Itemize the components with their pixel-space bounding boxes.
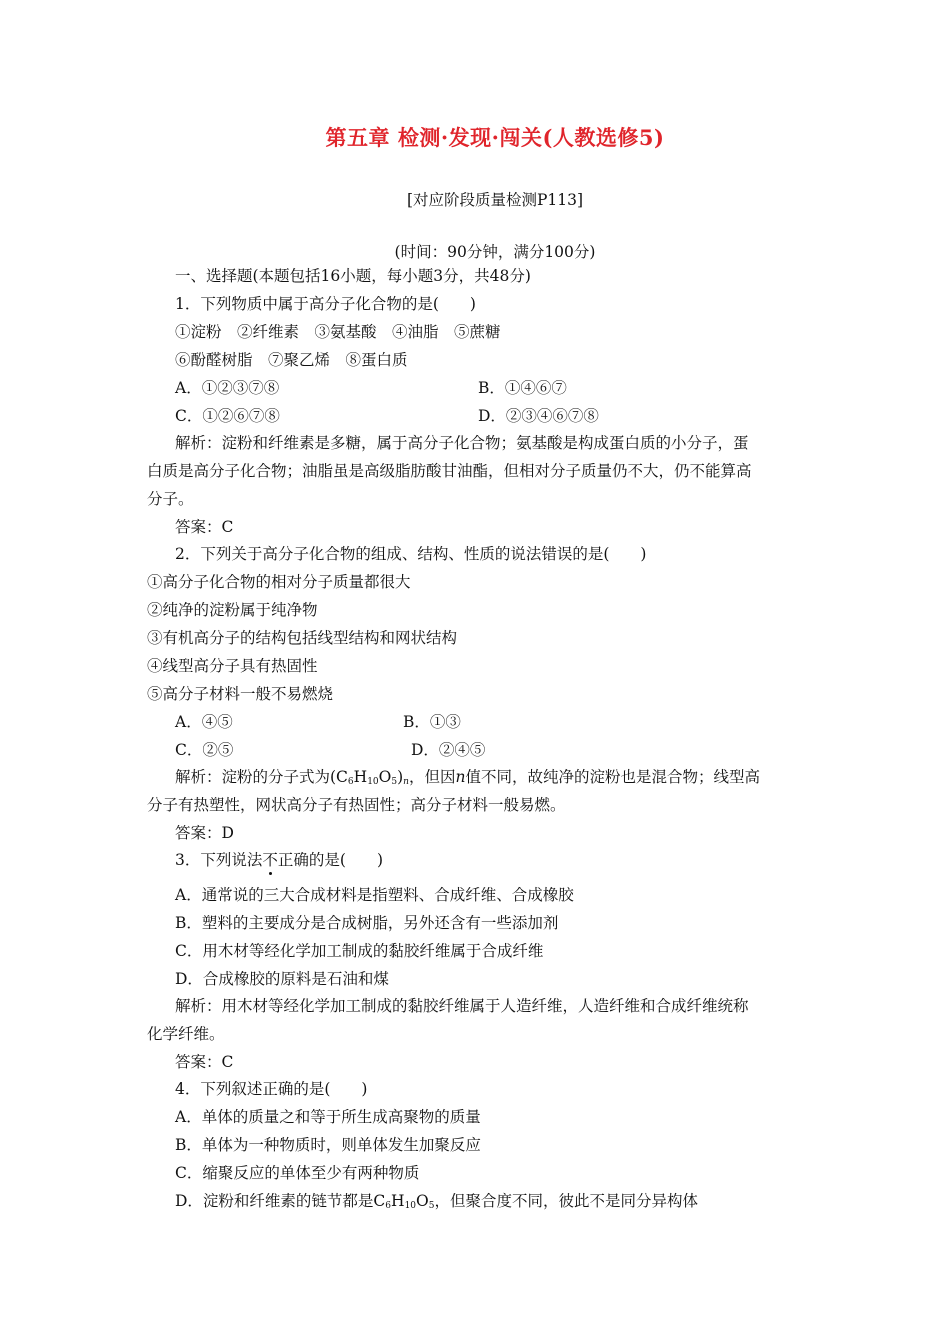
q2-item-5: ⑤高分子材料一般不易燃烧 <box>147 685 334 703</box>
q1-explanation-3: 分子。 <box>147 490 194 508</box>
time-info: (时间：90分钟，满分100分) <box>394 243 596 261</box>
q2-option-a: A．④⑤ <box>175 713 233 731</box>
q3-explanation-1: 解析：用木材等经化学加工制成的黏胶纤维属于人造纤维，人造纤维和合成纤维统称 <box>175 997 749 1015</box>
q2-answer: 答案：D <box>175 824 234 842</box>
page-title: 第五章 检测·发现·闯关(人教选修5) <box>325 125 665 150</box>
q2-item-2: ②纯净的淀粉属于纯净物 <box>147 601 318 619</box>
q3-option-b: B．塑料的主要成分是合成树脂，另外还含有一些添加剂 <box>175 914 559 932</box>
q1-option-d: D．②③④⑥⑦⑧ <box>478 407 599 425</box>
q1-option-a: A．①②③⑦⑧ <box>175 379 280 397</box>
q4-option-b: B．单体为一种物质时，则单体发生加聚反应 <box>175 1136 481 1154</box>
q3-answer: 答案：C <box>175 1053 234 1071</box>
q2-explanation-2: 分子有热塑性，网状高分子有热固性；高分子材料一般易燃。 <box>147 796 566 814</box>
q3-option-d: D．合成橡胶的原料是石油和煤 <box>175 970 389 988</box>
q2-item-1: ①高分子化合物的相对分子质量都很大 <box>147 573 411 591</box>
q4-stem: 4．下列叙述正确的是( ) <box>175 1080 368 1098</box>
q4-option-c: C．缩聚反应的单体至少有两种物质 <box>175 1164 420 1182</box>
q2-item-3: ③有机高分子的结构包括线型结构和网状结构 <box>147 629 458 647</box>
q1-option-b: B．①④⑥⑦ <box>478 379 567 397</box>
q2-option-b: B．①③ <box>403 713 461 731</box>
q1-stem: 1．下列物质中属于高分子化合物的是( ) <box>175 295 476 313</box>
q2-option-d: D．②④⑤ <box>411 741 486 759</box>
q3-option-c: C．用木材等经化学加工制成的黏胶纤维属于合成纤维 <box>175 942 544 960</box>
q4-option-d: D．淀粉和纤维素的链节都是$C_6H_{10}O_5$，但聚合度不同，彼此不是同分异构体 <box>175 1192 698 1211</box>
page-reference: [对应阶段质量检测P113] <box>406 191 584 209</box>
q1-items-2: ⑥酚醛树脂 ⑦聚乙烯 ⑧蛋白质 <box>175 351 408 369</box>
q2-option-c: C．②⑤ <box>175 741 234 759</box>
q4-option-a: A．单体的质量之和等于所生成高聚物的质量 <box>175 1108 481 1126</box>
q3-explanation-2: 化学纤维。 <box>147 1025 225 1043</box>
q1-items-1: ①淀粉 ②纤维素 ③氨基酸 ④油脂 ⑤蔗糖 <box>175 323 501 341</box>
q2-item-4: ④线型高分子具有热固性 <box>147 657 318 675</box>
q1-explanation-1: 解析：淀粉和纤维素是多糖，属于高分子化合物；氨基酸是构成蛋白质的小分子，蛋 <box>175 434 749 452</box>
q1-answer: 答案：C <box>175 518 234 536</box>
q2-stem: 2．下列关于高分子化合物的组成、结构、性质的说法错误的是( ) <box>175 545 647 563</box>
q1-option-c: C．①②⑥⑦⑧ <box>175 407 280 425</box>
section-heading: 一、选择题(本题包括16小题，每小题3分，共48分) <box>175 267 531 285</box>
q3-stem: 3．下列说法不正确的是( ) <box>175 851 383 869</box>
q2-explanation-1: 解析：淀粉的分子式为$(C_6H_{10}O_5)_n$，但因n值不同，故纯净的淀粉也是混合物；线型高 <box>175 768 760 787</box>
q3-option-a: A．通常说的三大合成材料是指塑料、合成纤维、合成橡胶 <box>175 886 574 904</box>
q1-explanation-2: 白质是高分子化合物；油脂虽是高级脂肪酸甘油酯，但相对分子质量仍不大，仍不能算高 <box>147 462 752 480</box>
